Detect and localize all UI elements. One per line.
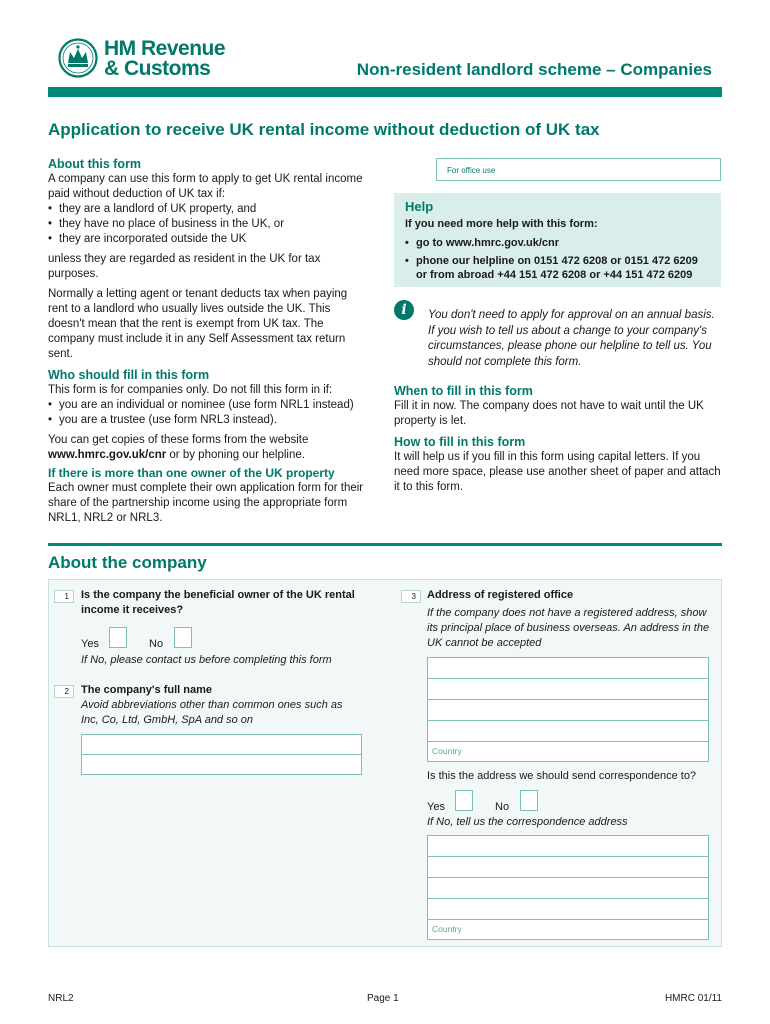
- field-divider: [428, 919, 708, 920]
- list-item: • they are a landlord of UK property, and: [48, 202, 370, 217]
- logo-line1: HM Revenue: [104, 37, 226, 60]
- hmrc-cnr-link[interactable]: www.hmrc.gov.uk/cnr: [48, 449, 167, 461]
- about-company-panel: [48, 579, 722, 947]
- q3-title: Address of registered office: [427, 589, 574, 601]
- who-fill-list: [48, 398, 370, 428]
- section-rule: [48, 543, 722, 546]
- question-number-3: 3: [401, 590, 421, 603]
- about-form-list: [48, 202, 370, 247]
- crown-crest-icon: [58, 38, 98, 78]
- logo-line2: & Customs: [104, 57, 211, 80]
- list-item: • they are incorporated outside the UK: [48, 232, 370, 247]
- q3-no-label: No: [495, 801, 510, 813]
- office-use-label: For office use: [447, 166, 496, 175]
- field-divider: [428, 877, 708, 878]
- field-divider: [82, 754, 361, 755]
- correspondence-address-input[interactable]: [427, 835, 709, 940]
- field-divider: [428, 678, 708, 679]
- office-use-box: [436, 158, 721, 181]
- help-box: [394, 193, 721, 287]
- q3-correspondence-note: If No, tell us the correspondence address: [427, 816, 628, 828]
- who-fill-intro: This form is for companies only. Do not fill this form in if:: [48, 384, 333, 396]
- field-divider: [428, 741, 708, 742]
- multiple-owner-heading: If there is more than one owner of the UK property: [48, 466, 335, 480]
- form-code: NRL2: [48, 993, 74, 1004]
- field-divider: [428, 898, 708, 899]
- info-icon: i: [394, 300, 414, 320]
- help-list: [405, 236, 711, 282]
- hmrc-logo: [58, 38, 238, 82]
- right-instructions: [394, 384, 721, 495]
- q1-yes-checkbox[interactable]: [109, 627, 127, 648]
- q3-note: If the company does not have a registered address, show its principal place of business overseas. An address in the UK cannot be accepted: [427, 607, 710, 649]
- page-title: Application to receive UK rental income without deduction of UK tax: [48, 120, 600, 139]
- country-label: Country: [432, 746, 462, 756]
- copies-pre: You can get copies of these forms from the website: [48, 434, 309, 446]
- about-form-unless: unless they are regarded as resident in the UK for tax purposes.: [48, 253, 321, 280]
- field-divider: [428, 699, 708, 700]
- about-company-heading: About the company: [48, 553, 207, 572]
- left-column: [48, 157, 370, 526]
- who-fill-heading: Who should fill in this form: [48, 368, 210, 382]
- header-rule: [48, 87, 722, 97]
- when-fill-text: Fill it in now. The company does not have to wait until the UK property is let.: [394, 400, 704, 427]
- copies-text: [48, 433, 370, 463]
- scheme-title: Non-resident landlord scheme – Companies: [356, 60, 712, 79]
- list-item: • you are a trustee (use form NRL3 instead).: [48, 413, 370, 428]
- page-number: Page 1: [367, 993, 399, 1004]
- about-form-heading: About this form: [48, 157, 142, 171]
- how-fill-text: It will help us if you fill in this form using capital letters. If you need more space, please use another sheet of paper and attach it to this form.: [394, 451, 721, 493]
- q1-yes-label: Yes: [81, 638, 99, 650]
- q3-yes-label: Yes: [427, 801, 445, 813]
- list-item: • you are an individual or nominee (use form NRL1 instead): [48, 398, 370, 413]
- q1-title: Is the company the beneficial owner of the UK rental income it receives?: [81, 589, 355, 616]
- q2-title: The company's full name: [81, 684, 212, 696]
- field-divider: [428, 720, 708, 721]
- correspondence-question: Is this the address we should send correspondence to?: [427, 770, 697, 782]
- how-fill-heading: How to fill in this form: [394, 435, 526, 449]
- help-website[interactable]: • go to www.hmrc.gov.uk/cnr: [405, 236, 711, 250]
- help-intro: If you need more help with this form:: [405, 218, 598, 230]
- question-number-1: 1: [54, 590, 74, 603]
- about-form-intro: A company can use this form to apply to get UK rental income paid without deduction of UK tax if:: [48, 173, 363, 200]
- registered-address-input[interactable]: [427, 657, 709, 762]
- company-name-input[interactable]: [81, 734, 362, 775]
- q3-no-checkbox[interactable]: [520, 790, 538, 811]
- when-fill-heading: When to fill in this form: [394, 384, 533, 398]
- q3-yes-checkbox[interactable]: [455, 790, 473, 811]
- q1-note: If No, please contact us before completing this form: [81, 654, 332, 666]
- country-label: Country: [432, 924, 462, 934]
- q2-note: Avoid abbreviations other than common ones such as Inc, Co, Ltd, GmbH, SpA and so on: [81, 699, 343, 726]
- copies-post: or by phoning our helpline.: [166, 449, 305, 461]
- about-form-normally: Normally a letting agent or tenant deducts tax when paying rent to a landlord who usually lives outside the UK. This doesn't mean that the rent is exempt from UK tax. The company must include it in any Self Assessment tax return sent.: [48, 288, 348, 360]
- info-note-text: You don't need to apply for approval on an annual basis. If you wish to tell us about a change to your company's circumstances, please phone our helpline to tell us. You should not complete this form.: [428, 309, 715, 368]
- help-phone: • phone our helpline on 0151 472 6208 or 0151 472 6209 or from abroad +44 151 472 6208 or +44 151 472 6209: [405, 254, 711, 282]
- help-heading: Help: [405, 199, 434, 214]
- multiple-owner-text: Each owner must complete their own application form for their share of the partnership income using the appropriate form NRL1, NRL2 or NRL3.: [48, 482, 364, 524]
- q1-no-label: No: [149, 638, 164, 650]
- question-number-2: 2: [54, 685, 74, 698]
- field-divider: [428, 856, 708, 857]
- form-version: HMRC 01/11: [664, 993, 722, 1004]
- list-item: • they have no place of business in the UK, or: [48, 217, 370, 232]
- q1-no-checkbox[interactable]: [174, 627, 192, 648]
